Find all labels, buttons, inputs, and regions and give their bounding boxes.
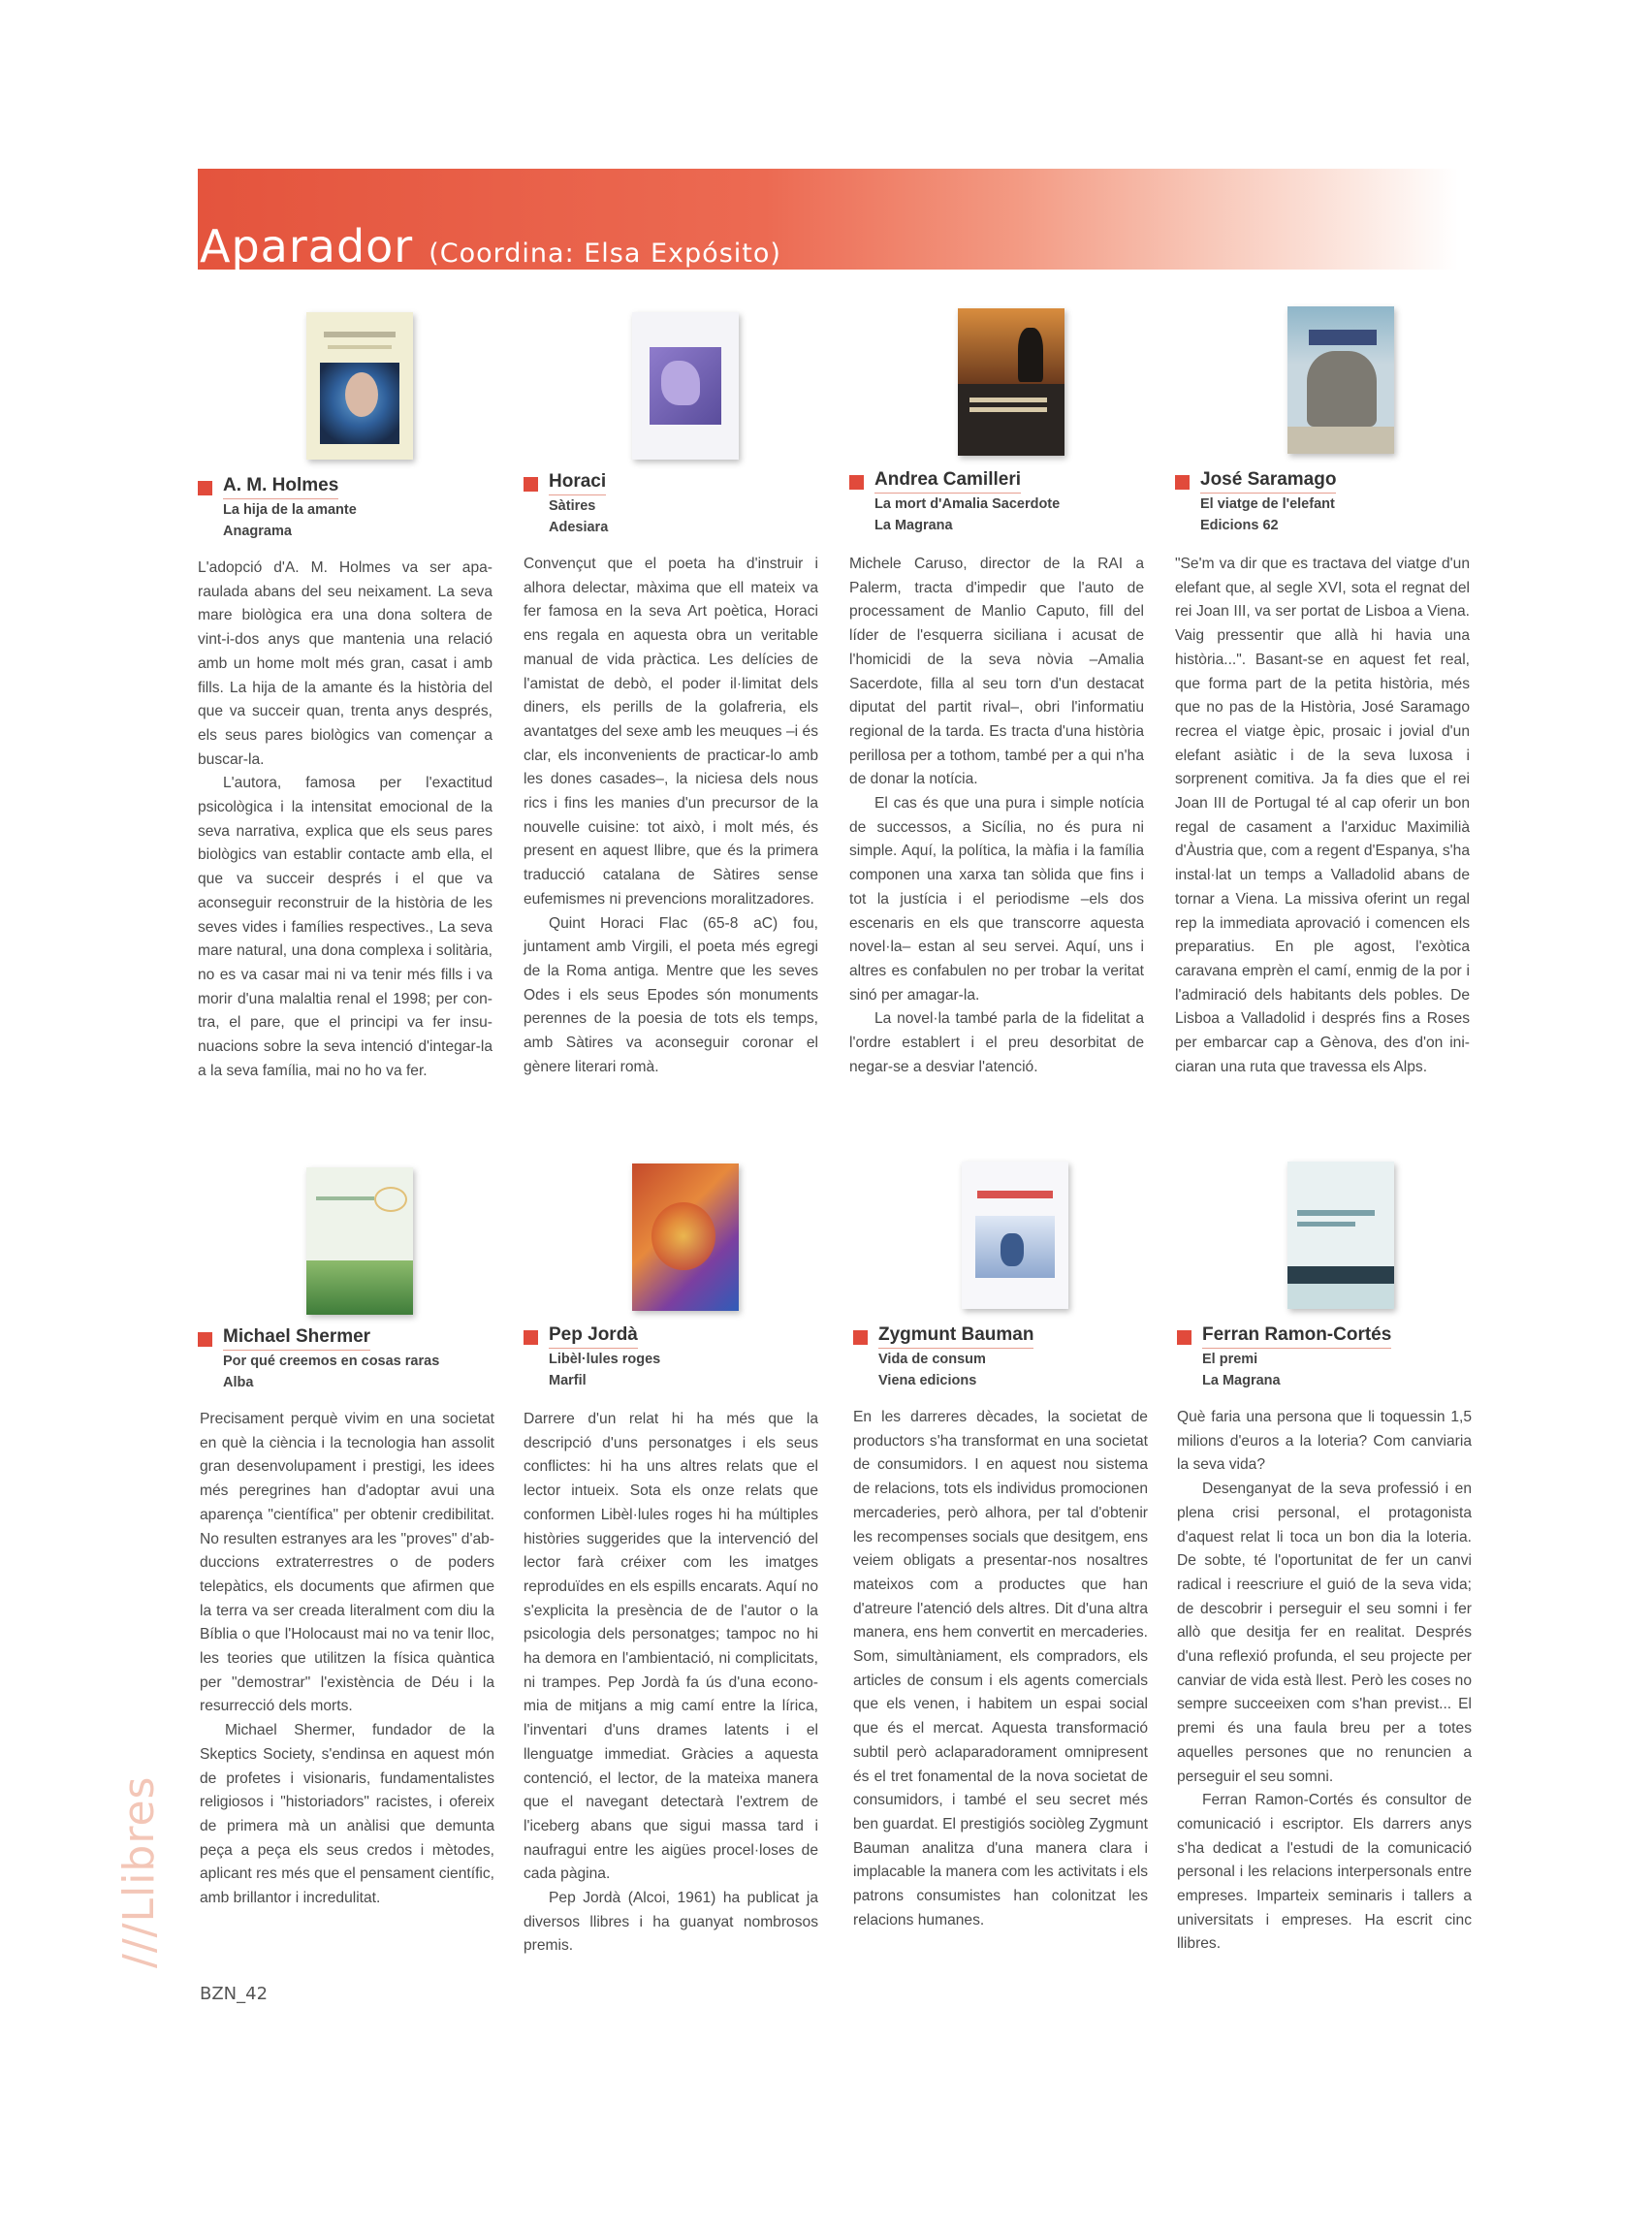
review-paragraph: L'adopció d'A. M. Holmes va ser aparaulada abans del seu neixament. La seva mare biològica era una dona soltera de vint-i-dos anys que mantenia una relació amb un home molt més gran, casat i amb fills. La hija de la amante és la història del que va succeir quan, trenta anys després, els seus pares biològics van començar a buscar-la.: [198, 559, 492, 768]
book-review: [1175, 553, 1470, 1079]
book-author: Horaci: [549, 469, 606, 495]
book-publisher: La Magrana: [1202, 1373, 1281, 1388]
book-header: [524, 1323, 824, 1391]
book-review: [200, 1408, 494, 1911]
book-cover-saramago: [1287, 306, 1394, 454]
book-author: José Saramago: [1200, 467, 1336, 494]
bullet-square-icon: [853, 1330, 868, 1345]
book-review: [524, 1408, 818, 1959]
book-cover-ramon-cortes: [1287, 1162, 1394, 1309]
review-paragraph: En les darreres dècades, la societat de productors s'ha transformat en una societat de consumidors. I en aquest nou sistema de relacions, tots els individus promocionen mercaderies, però alhora, per tal d'obtenir les recompenses socials que desitgem, ens veiem obligats a presentar-nos nosaltres mateixos com a productes que han d'atreure l'atenció dels altres. Dit d'una altra manera, ens hem convertit en mercaderies. Som, simultàniament, els compradors, els articles de consum i els agents comercials que els venen, i habitem un espai social que és el mercat. Aquesta transformació subtil però aclaparadorament omnipresent és el tret fonamental de la nova societat de consumidors, i també el seu secret més ben guardat. El prestigiós sociòleg Zygmunt Bauman analitza d'una manera clara i implacable la manera com les activitats i els patrons consumistes han colonitzat les relacions humanes.: [853, 1409, 1148, 1928]
book-author: Zygmunt Bauman: [878, 1323, 1033, 1349]
book-cover-bauman: [962, 1162, 1068, 1309]
book-header: [1175, 467, 1476, 536]
book-publisher: Marfil: [549, 1373, 587, 1388]
review-paragraph: Què faria una persona que li toquessin 1,5 milions d'euros a la loteria? Com canviaria la seva vida?: [1177, 1409, 1472, 1474]
book-review: [849, 553, 1144, 1079]
book-cover-horaci: [632, 312, 739, 460]
book-title: Sàtires: [549, 498, 596, 514]
review-paragraph: Michele Caruso, director de la RAI a Palerm, tracta d'impedir que l'auto de processament de Manlio Caputo, fill del líder de l'esquerra siciliana i acusat de l'homicidi de la seva nòvia –Amalia Sacerdote, filla al seu torn d'un destacat diputat del partit rival–, obri l'informatiu regional de la tarda. Es tracta d'una història perillosa per a tothom, també per a qui n'ha de donar la notícia.: [849, 556, 1144, 788]
book-title: La mort d'Amalia Sacerdote: [874, 496, 1061, 512]
book-publisher: Adesiara: [549, 520, 609, 535]
book-header: [198, 473, 498, 542]
bullet-square-icon: [524, 1330, 538, 1345]
bullet-square-icon: [1177, 1330, 1191, 1345]
book-title: Por qué creemos en cosas raras: [223, 1354, 440, 1369]
book-review: [853, 1406, 1148, 1932]
section-title: [200, 215, 781, 277]
book-title: El viatge de l'elefant: [1200, 496, 1335, 512]
book-author: Pep Jordà: [549, 1323, 638, 1349]
bullet-square-icon: [1175, 475, 1190, 490]
book-cover-holmes: [306, 312, 413, 460]
review-paragraph: Convençut que el poeta ha d'instruir i alhora delectar, màxima que ell mateix va fer famosa en la seva Art poètica, Horaci ens regala en aquesta obra un veritable manual de vida pràctica. Les delícies de l'amistat de debò, el poder il·limitat dels diners, els perills de la golafreria, els avantatges del sexe amb les meuques –i és clar, els inconvenients de practicar-lo amb les dones casades–, la niciesa dels nous rics i fins les manies d'un precursor de la nouvelle cuisine: tot això, i molt més, és present en aquest llibre, que és la primera traducció catalana de Sàtires sense eufemismes ni prevencions moralitzadores.: [524, 556, 818, 908]
bullet-square-icon: [849, 475, 864, 490]
book-publisher: Viena edicions: [878, 1373, 977, 1388]
book-author: Michael Shermer: [223, 1324, 370, 1351]
review-paragraph: El cas és que una pura i simple notícia de successos, a Sicília, no és pura ni simple. Aquí, la política, la màfia i la família componen una xarxa tan sòlida que fins i tot la justícia i el periodisme –els dos escenaris en els que transcorre aquesta novel·la– estan al seu servei. Aquí, uns i altres es confabulen no per trobar la veritat sinó per amagar-la.: [849, 795, 1144, 1004]
book-header: [1177, 1323, 1477, 1391]
book-header: [849, 467, 1150, 536]
book-header: [524, 469, 824, 538]
book-review: [524, 553, 818, 1079]
book-cover-shermer: [306, 1167, 413, 1315]
book-cover-camilleri: [958, 308, 1064, 456]
review-paragraph: Desenganyat de la seva professió i en plena crisi personal, el protagonista d'aquest relat li toca un bon dia la loteria. De sobte, té l'oportunitat de fer un canvi radical i reescriure el guió de la seva vida; de descobrir i perseguir el seu somni i fer allò que desitja fer en realitat. Després d'una reflexió profunda, el seu projecte per canviar de vida està llest. Però les coses no sempre succeeixen com s'han previst... El premi és una faula breu per a totes aquelles persones que no renuncien a perseguir el seu somni.: [1177, 1481, 1472, 1785]
review-paragraph: Quint Horaci Flac (65-8 aC) fou, juntament amb Virgili, el poeta més egregi de la Roma antiga. Mentre que les seves Odes i els seus Epodes són monuments perennes de la poesia de tots els temps, amb Sàtires va aconseguir coronar el gènere literari romà.: [524, 914, 818, 1075]
book-publisher: Edicions 62: [1200, 518, 1279, 533]
page-number: BZN_42: [200, 1984, 269, 2004]
book-author: Andrea Camilleri: [874, 467, 1021, 494]
review-paragraph: Ferran Ramon-Cortés és consultor de comunicació i escriptor. Els darrers anys s'ha dedicat a l'estudi de la comunicació personal i les relacions interpersonals entre empreses. Imparteix seminaris i tallers a universitats i empreses. Ha escrit cinc llibres.: [1177, 1792, 1472, 1953]
review-paragraph: L'autora, famosa per l'exactitud psicològica i la intensitat emocional de la seva narrativa, explica que els seus pares biològics van establir contacte amb ella, el que va succeir després i el que va aconseguir reconstruir de la història de les seves vides i famílies respectives., La seva mare natural, una dona complexa i solitària, no es va casar mai ni va tenir més fills i va morir d'una malaltia renal el 1998; per contra, el pare, que el principi va fer insunuacions sobre la seva intenció d'integar-la a la seva família, mai no ho va fer.: [198, 775, 492, 1079]
book-author: Ferran Ramon-Cortés: [1202, 1323, 1391, 1349]
review-paragraph: Precisament perquè vivim en una societat en què la ciència i la tecnologia han assolit gran desenvolupament i prestigi, les idees més peregrines han d'adoptar avui una aparença "científica" per obtenir credibilitat. No resulten estranyes ara les "proves" d'abduccions extraterrestres o de poders telepàtics, els documents que afirmen que la terra va ser creada literalment com diu la Bíblia o que l'Holocaust mai no va tenir lloc, les teories que utilitzen la física quàntica per "demostrar" l'existència de Déu i la resurrecció dels morts.: [200, 1411, 494, 1715]
book-publisher: La Magrana: [874, 518, 953, 533]
review-paragraph: "Se'm va dir que es tractava del viatge d'un elefant que, al segle XVI, sota el regnat del rei Joan III, va ser portat de Lisboa a Viena. Vaig pressentir que allà hi havia una història...". Basant-se en aquest fet real, que forma part de la petita història, més que no pas de la Història, José Saramago recrea el viatge èpic, prosaic i jovial d'un elefant asiàtic i de la seva luxosa i sorprenent comitiva. Ja fa dies que el rei Joan III de Portugal té al cap oferir un bon regal de casament a l'arxiduc Maximilià d'Àustria que, com a regent d'Espanya, s'ha instal·lat un temps a Valladolid abans de tornar a Viena. La missiva oferint un regal rep la immediata aprovació i comencen els preparatius. En ple agost, l'exòtica caravana emprèn el camí, enmig de la por i l'admiració dels habitants dels pobles. De Lisboa a Valladolid i després fins a Roses per embarcar cap a Gènova, des d'on iniciaran una ruta que travessa els Alps.: [1175, 556, 1470, 1075]
review-paragraph: Darrere d'un relat hi ha més que la descripció d'uns personatges i els seus conflictes: hi ha uns altres relats que el lector intueix. Sota els onze relats que conformen Libèl·lules roges hi ha múltiples històries suggerides que la intervenció del lector farà créixer com les imatges reproduïdes en els espills encarats. Aquí no s'explicita la presència de de l'autor o la psicologia dels personatges; tampoc no hi ha demora en l'ambientació, ni complicitats, ni trampes. Pep Jordà fa ús d'una economia de mitjans a mig camí entre la lírica, l'inventari d'uns drames latents i el llenguatge immediat. Gràcies a aquesta contenció, el lector, de la mateixa manera que el navegant detectarà l'extrem de l'iceberg abans que sigui massa tard i naufragui entre les aigües procel·loses de cada pàgina.: [524, 1411, 818, 1883]
section-title-main: Aparador: [200, 220, 414, 272]
book-cover-jorda: [632, 1163, 739, 1311]
bullet-square-icon: [524, 477, 538, 492]
book-author: A. M. Holmes: [223, 473, 338, 499]
book-review: [198, 557, 492, 1083]
book-title: El premi: [1202, 1352, 1258, 1367]
book-publisher: Anagrama: [223, 524, 292, 539]
section-coordinator: (Coordina: Elsa Expósito): [429, 239, 781, 269]
book-title: La hija de la amante: [223, 502, 357, 518]
book-title: Libèl·lules roges: [549, 1352, 661, 1367]
review-paragraph: La novel·la també parla de la fidelitat a l'ordre establert i el preu desorbitat de negar-se a desviar l'atenció.: [849, 1010, 1144, 1075]
review-paragraph: Pep Jordà (Alcoi, 1961) ha publicat ja diversos llibres i ha guanyat nombrosos premis.: [524, 1890, 818, 1955]
book-review: [1177, 1406, 1472, 1957]
section-side-label: ///Llibres: [114, 1775, 164, 1968]
book-publisher: Alba: [223, 1375, 254, 1390]
book-header: [198, 1324, 498, 1393]
bullet-square-icon: [198, 481, 212, 495]
book-title: Vida de consum: [878, 1352, 986, 1367]
bullet-square-icon: [198, 1332, 212, 1347]
book-header: [853, 1323, 1154, 1391]
review-paragraph: Michael Shermer, fundador de la Skeptics Society, s'endinsa en aquest món de profetes i visionaris, fundamentalistes religiosos i "historiadors" racistes, i ofereix de primera mà un anàlisi que demunta peça a peça els seus credos i mètodes, aplicant res més que el pensament científic, amb brillantor i incredulitat.: [200, 1722, 494, 1907]
